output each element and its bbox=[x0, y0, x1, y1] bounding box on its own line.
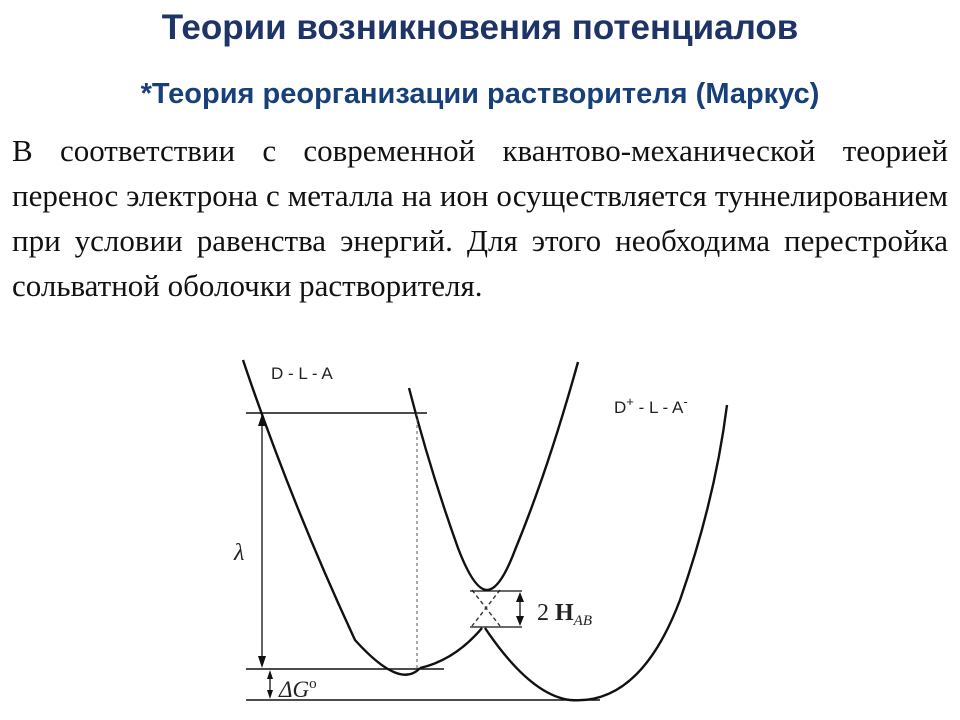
delta-g-label: $\Delta G^o$ bbox=[279, 676, 317, 702]
slide-title: Теории возникновения потенциалов bbox=[161, 8, 799, 47]
reactant-curve bbox=[243, 360, 420, 675]
reactant-state-label: D - L - A bbox=[271, 364, 333, 383]
slide-subtitle: *Теория реорганизации растворителя (Маркус) bbox=[140, 78, 820, 110]
lambda-arrowhead-down bbox=[258, 656, 266, 668]
delta-g-arrowhead-up bbox=[267, 670, 273, 679]
lambda-label: λ bbox=[234, 540, 245, 566]
upper-adiabatic-curve bbox=[409, 362, 578, 590]
product-state-label: D+ - L - A- bbox=[614, 394, 688, 417]
product-curve bbox=[485, 405, 727, 700]
coupling-arrowhead-down bbox=[516, 616, 524, 626]
delta-g-arrowhead-down bbox=[267, 690, 273, 699]
reactant-curve-right-branch bbox=[420, 628, 482, 668]
body-paragraph: В соответствии с современной квантово-механической теорией перенос электрона с металла на ион осуществляется туннелированием при условии равенства энергий. Для этого необходима перестройка сольватной оболочки растворителя. bbox=[12, 133, 948, 303]
coupling-label: 2 $H_{AB}$ bbox=[537, 600, 592, 629]
coupling-arrowhead-up bbox=[516, 592, 524, 602]
